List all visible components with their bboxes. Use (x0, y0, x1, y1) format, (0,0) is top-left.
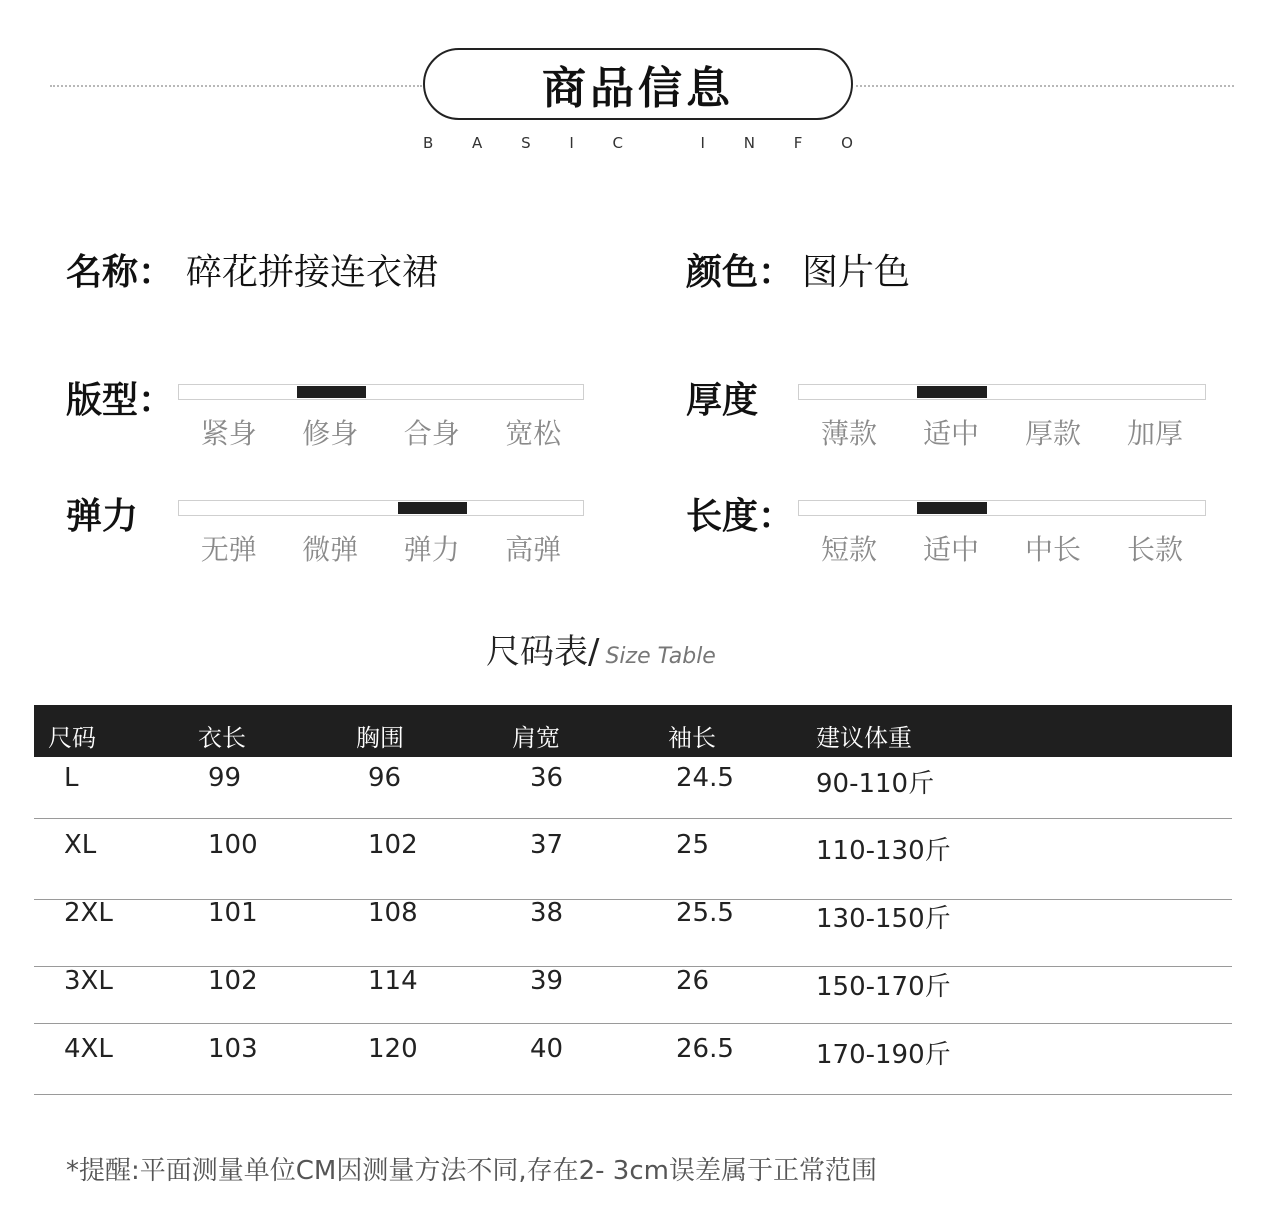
table-cell: 24.5 (676, 763, 734, 793)
scale-option: 适中 (922, 533, 979, 566)
table-cell: 130-150斤 (816, 904, 951, 934)
scale-option: 厚款 (1024, 417, 1081, 450)
table-cell: 26.5 (676, 1034, 734, 1064)
size-table-title-text: 尺码表/ (486, 632, 600, 672)
scale-track (178, 500, 584, 516)
table-cell: 110-130斤 (816, 836, 951, 866)
table-cell: 99 (208, 763, 242, 793)
subtitle-letter: B (423, 134, 434, 152)
table-cell: 25 (676, 830, 710, 860)
scale-option: 修身 (302, 417, 359, 450)
table-cell: 38 (530, 898, 564, 928)
table-cell: 4XL (64, 1034, 113, 1064)
subtitle-letter: S (521, 134, 531, 152)
table-cell: 170-190斤 (816, 1040, 951, 1070)
table-cell: 25.5 (676, 898, 734, 928)
header-dotted-line-right (856, 85, 1234, 87)
table-cell: 103 (208, 1034, 258, 1064)
subtitle-letter: N (743, 134, 755, 152)
size-table-title (486, 624, 716, 673)
table-cell: 102 (368, 830, 418, 860)
scale-option: 适中 (922, 417, 979, 450)
scale-selected-marker (917, 502, 986, 514)
scale-options (798, 412, 1206, 452)
table-cell: 26 (676, 966, 710, 996)
table-row-divider (34, 1023, 1232, 1024)
table-cell: 36 (530, 763, 564, 793)
table-cell: 96 (368, 763, 402, 793)
table-cell: 3XL (64, 966, 113, 996)
size-table-subtitle: Size Table (605, 644, 716, 669)
table-row (34, 892, 1232, 967)
scale-option: 无弹 (200, 533, 257, 566)
table-cell: 101 (208, 898, 258, 928)
table-cell: 150-170斤 (816, 972, 951, 1002)
basic-info-subtitle (423, 134, 853, 152)
table-row (34, 960, 1232, 1024)
table-cell: L (64, 763, 79, 793)
table-cell: 100 (208, 830, 258, 860)
scale-options (178, 412, 584, 452)
scale-options (178, 528, 584, 568)
table-row-divider (34, 1094, 1232, 1095)
table-cell: 102 (208, 966, 258, 996)
table-header-cell: 尺码 (48, 724, 96, 752)
scale-option: 加厚 (1126, 417, 1183, 450)
header-dotted-line-left (50, 85, 422, 87)
table-header-cell: 建议体重 (816, 724, 912, 752)
color-value: 图片色 (802, 252, 911, 293)
page-title: 商品信息 (423, 48, 853, 120)
scale-option: 薄款 (820, 417, 877, 450)
scale-selected-marker (917, 386, 986, 398)
scale-option: 合身 (403, 417, 460, 450)
scale-track (798, 500, 1206, 516)
table-row (34, 1028, 1232, 1095)
scale-option: 中长 (1024, 533, 1081, 566)
scale-option: 短款 (820, 533, 877, 566)
scale-option: 宽松 (505, 417, 562, 450)
scale-selected-marker (398, 502, 467, 514)
scale-option: 紧身 (200, 417, 257, 450)
scale-option: 弹力 (403, 533, 460, 566)
table-cell: 40 (530, 1034, 564, 1064)
table-header-cell: 袖长 (668, 724, 716, 752)
subtitle-letter: O (841, 134, 853, 152)
table-row (34, 757, 1232, 819)
scale-selected-marker (297, 386, 366, 398)
table-row (34, 824, 1232, 900)
scale-label: 厚度 (686, 380, 759, 421)
subtitle-letter: F (793, 134, 803, 152)
table-header-cell: 衣长 (198, 724, 246, 752)
table-cell: 90-110斤 (816, 769, 935, 799)
table-cell: 114 (368, 966, 418, 996)
subtitle-letter: C (612, 134, 624, 152)
scale-label: 版型： (66, 380, 175, 421)
scale-track (798, 384, 1206, 400)
table-row-divider (34, 818, 1232, 819)
table-cell: 2XL (64, 898, 113, 928)
subtitle-letter: I (569, 134, 574, 152)
scale-option: 微弹 (302, 533, 359, 566)
scale-option: 高弹 (505, 533, 562, 566)
scale-option: 长款 (1126, 533, 1183, 566)
table-cell: 108 (368, 898, 418, 928)
name-label: 名称： (66, 252, 175, 293)
table-cell: XL (64, 830, 97, 860)
scale-options (798, 528, 1206, 568)
color-label: 颜色： (686, 252, 795, 293)
subtitle-letter: A (472, 134, 483, 152)
size-table-header (34, 705, 1232, 757)
subtitle-letter: I (700, 134, 705, 152)
table-cell: 120 (368, 1034, 418, 1064)
scale-track (178, 384, 584, 400)
measurement-note: *提醒:平面测量单位CM因测量方法不同,存在2- 3cm误差属于正常范围 (66, 1156, 877, 1186)
table-header-cell: 肩宽 (512, 724, 560, 752)
table-cell: 37 (530, 830, 564, 860)
table-header-cell: 胸围 (356, 724, 404, 752)
scale-label: 弹力 (66, 496, 139, 537)
scale-label: 长度： (686, 496, 795, 537)
name-value: 碎花拼接连衣裙 (186, 252, 439, 293)
table-cell: 39 (530, 966, 564, 996)
